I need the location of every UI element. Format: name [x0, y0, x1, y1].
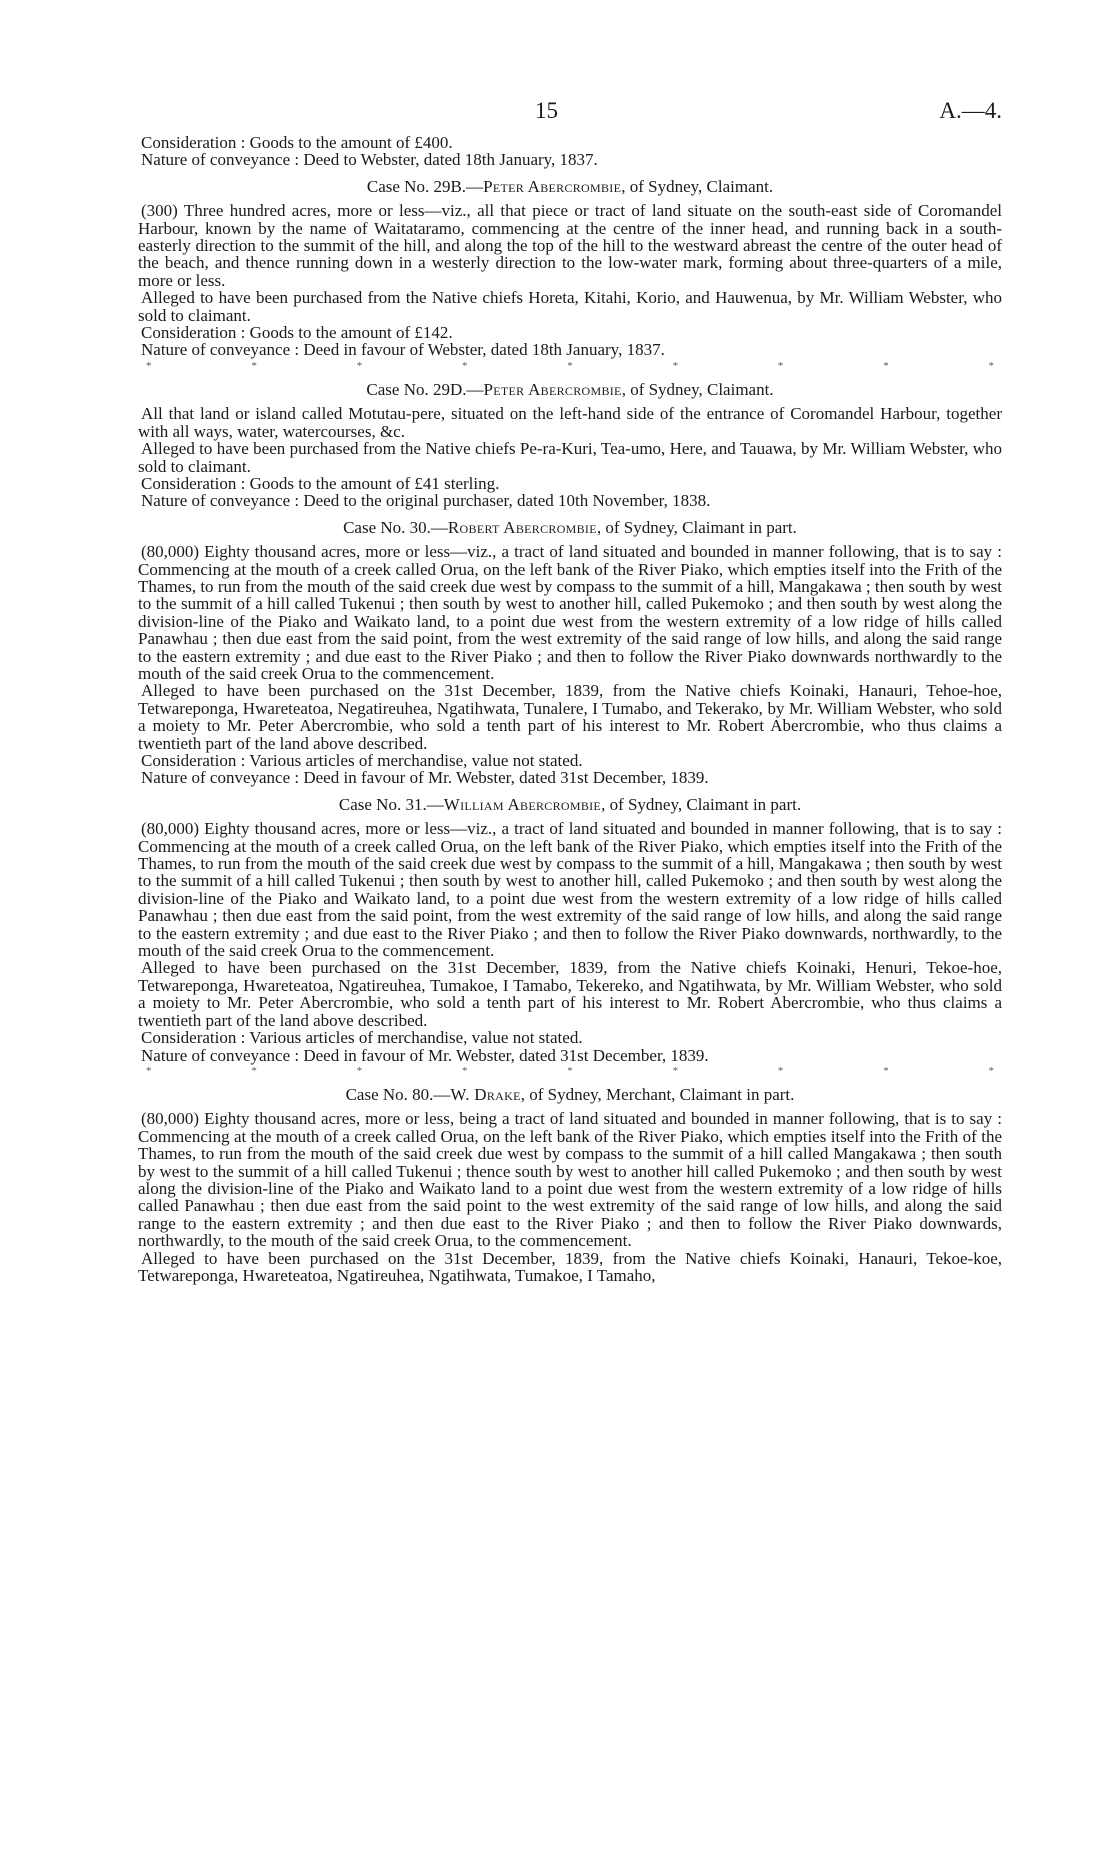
star-icon: *	[777, 1064, 784, 1077]
star-icon: *	[356, 1064, 363, 1077]
case-29b	[138, 178, 1002, 359]
page-content	[138, 134, 1002, 1284]
consideration-line: Consideration : Various articles of merchandise, value not stated.	[141, 751, 583, 770]
document-page	[138, 98, 1002, 1284]
star-icon: *	[672, 1064, 679, 1077]
star-icon: *	[672, 359, 679, 372]
star-icon: *	[988, 359, 994, 372]
conveyance-line: Nature of conveyance : Deed in favour of Webster, dated 18th January, 1837.	[141, 340, 665, 360]
intro-section	[138, 134, 1002, 169]
land-description: (80,000) Eighty thousand acres, more or less—viz., a tract of land situated and bounded in manner following, that is to say : Commencing at the mouth of a creek called Orua, on the left bank of the River Piako, which empties itself into the Frith of the Thames, to run from the mouth of the said creek due west by compass to the summit of a hill, Mangakawa ; then south by west to the summit of a hill called Tukenui ; then south by west to another hill, called Pukemoko ; and then south by west along the division-line of the Piako and Waikato land, to a point due west from the western extremity of a low ridge of hills called Panawhau ; then due east from the said point, from the west extremity of the said range of low hills, and along the said range to the eastern extremity ; and due east to the River Piako ; and then to follow the River Piako downwards northwardly to the mouth of the said creek Orua to the commencement.	[138, 542, 1002, 683]
star-icon: *	[251, 359, 257, 372]
star-icon: *	[988, 1064, 994, 1077]
case-heading: Case No. 31.—William Abercrombie, of Sydney, Claimant in part.	[338, 794, 802, 814]
star-icon: *	[777, 359, 784, 372]
case-80	[138, 1086, 1002, 1284]
star-icon: *	[251, 1064, 257, 1077]
alleged-purchase: Alleged to have been purchased on the 31st December, 1839, from the Native chiefs Koinaki, Hanauri, Tekoe-koe, Tetwareponga, Hwareteatoa, Ngatireuhea, Ngatihwata, Tumakoe, I Tamaho,	[138, 1248, 1002, 1285]
land-description: (300) Three hundred acres, more or less—viz., all that piece or tract of land situate on the south-east side of Coromandel Harbour, known by the name of Waitataramo, commencing at the centre of the inner head, and running back in a south-easterly direction to the summit of the hill, and along the top of the hill to the westward abreast the centre of the outer head of the beach, and thence running down in a westerly direction to the low-water mark, forming about three-quarters of a mile, more or less.	[138, 201, 1002, 290]
land-description: (80,000) Eighty thousand acres, more or less, being a tract of land situated and bounded in manner following, that is to say : Commencing at the mouth of a creek called Orua, on the left bank of the River Piako, which empties itself into the Frith of the Thames, to run from the mouth of the said creek due west by compass to the summit of a hill called Mangakawa ; then south by west to the summit of a hill called Tukenui ; thence south by west to another hill called Pukemoko ; and then south by west along the division-line of the Piako and Waikato land to a point due west from the western extremity of a low ridge of hills called Panawhau ; then due east from the said point to the west extremity of the said range of low hills, and along the said range to the eastern extremity ; and then due east to the River Piako ; and then to follow the River Piako downwards, northwardly, to the mouth of the said creek Orua, to the commencement.	[138, 1109, 1002, 1251]
case-31	[138, 796, 1002, 1064]
case-heading: Case No. 29D.—Peter Abercrombie, of Sydney, Claimant.	[366, 379, 774, 399]
case-30	[138, 519, 1002, 787]
land-description: All that land or island called Motutau-pere, situated on the left-hand side of the entrance of Coromandel Harbour, together with all ways, water, watercourses, &c.	[138, 404, 1002, 441]
land-description: (80,000) Eighty thousand acres, more or less—viz., a tract of land situated and bounded in manner following, that is to say : Commencing at the mouth of a creek called Orua, on the left bank of the River Piako, which empties itself into the Frith of the Thames, to run from the mouth of the said creek due west by compass to the summit of a hill, Mangakawa ; then south by west to the summit of a hill called Tukenui ; then south by west to another hill, called Pukemoko ; and then south by west along the division-line of the Piako and Waikato land, to a point due west from the western extremity of a low ridge of hills called Panawhau ; then due east from the said point, from the west extremity of the said range of low hills, and along the said range to the eastern extremity ; and due east to the River Piako ; and then to follow the River Piako downwards, northwardly, to the mouth of the said creek Orua to the commencement.	[138, 819, 1002, 961]
consideration-line: Consideration : Goods to the amount of £142.	[141, 323, 453, 343]
alleged-purchase: Alleged to have been purchased from the Native chiefs Horeta, Kitahi, Korio, and Hauwenua, by Mr. William Webster, who sold to claimant.	[138, 288, 1002, 325]
case-heading: Case No. 80.—W. Drake, of Sydney, Merchant, Claimant in part.	[345, 1084, 795, 1104]
star-icon: *	[883, 1064, 889, 1077]
claimant-name: W. Drake	[450, 1084, 521, 1104]
star-icon: *	[146, 359, 152, 372]
star-icon: *	[461, 359, 468, 372]
conveyance-line: Nature of conveyance : Deed to the original purchaser, dated 10th November, 1838.	[141, 491, 711, 511]
star-icon: *	[567, 1064, 573, 1077]
consideration-line: Consideration : Goods to the amount of £41 sterling.	[141, 473, 500, 493]
conveyance-line: Nature of conveyance : Deed to Webster, dated 18th January, 1837.	[141, 150, 598, 170]
consideration-line: Consideration : Various articles of merchandise, value not stated.	[141, 1028, 583, 1048]
claimant-name: Peter Abercrombie	[483, 176, 622, 196]
document-reference: A.—4.	[939, 98, 1002, 123]
separator-stars	[138, 1065, 1002, 1077]
claimant-name: Peter Abercrombie	[483, 379, 622, 399]
page-number: 15	[535, 98, 558, 123]
conveyance-line: Nature of conveyance : Deed in favour of Mr. Webster, dated 31st December, 1839.	[141, 768, 709, 788]
star-icon: *	[567, 359, 573, 372]
star-icon: *	[146, 1064, 152, 1077]
claimant-name: William Abercrombie	[443, 794, 602, 814]
separator-stars	[138, 360, 1002, 372]
case-heading: Case No. 30.—Robert Abercrombie, of Sydney, Claimant in part.	[343, 517, 797, 537]
alleged-purchase: Alleged to have been purchased from the Native chiefs Pe-ra-Kuri, Tea-umo, Here, and Tauawa, by Mr. William Webster, who sold to claimant.	[138, 439, 1002, 476]
case-29d	[138, 381, 1002, 510]
case-heading: Case No. 29B.—Peter Abercrombie, of Sydney, Claimant.	[366, 176, 774, 196]
consideration-line: Consideration : Goods to the amount of £400.	[141, 133, 453, 152]
page-header	[138, 98, 1002, 134]
star-icon: *	[356, 359, 363, 372]
conveyance-line: Nature of conveyance : Deed in favour of Mr. Webster, dated 31st December, 1839.	[141, 1045, 709, 1065]
alleged-purchase: Alleged to have been purchased on the 31st December, 1839, from the Native chiefs Koinaki, Hanauri, Tehoe-hoe, Tetwareponga, Hwareteatoa, Negatireuhea, Ngatihwata, Tunalere, I Tumabo, and Tekerako, by Mr. William Webster, who sold a moiety to Mr. Peter Abercrombie, who sold a tenth part of his interest to Mr. Robert Abercrombie, who thus claims a twentieth part of the land above described.	[138, 681, 1002, 753]
claimant-name: Robert Abercrombie	[447, 517, 597, 537]
star-icon: *	[883, 359, 889, 372]
star-icon: *	[461, 1064, 468, 1077]
alleged-purchase: Alleged to have been purchased on the 31st December, 1839, from the Native chiefs Koinaki, Henuri, Tekoe-hoe, Tetwareponga, Hwareteatoa, Ngatireuhea, Tumakoe, I Tamabo, Tekereko, and Ngatihwata, by Mr. William Webster, who sold a moiety to Mr. Peter Abercrombie, who sold a tenth part of his interest to Mr. Robert Abercrombie, who thus claims a twentieth part of the land above described.	[138, 958, 1002, 1030]
